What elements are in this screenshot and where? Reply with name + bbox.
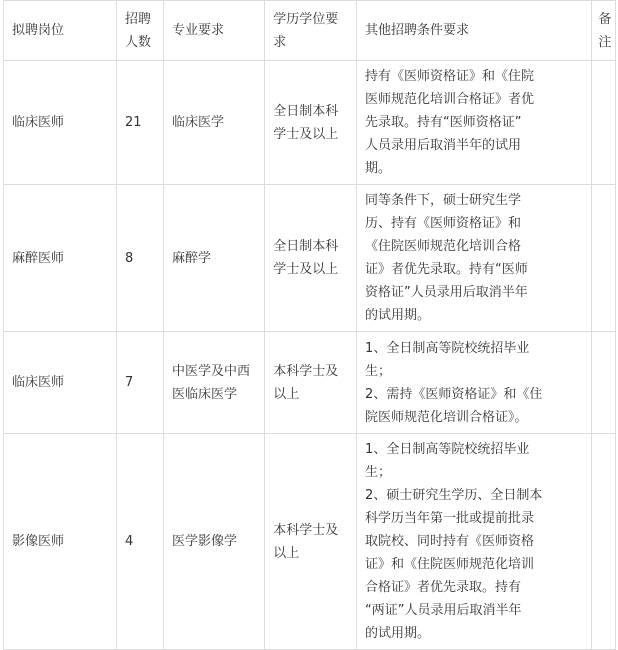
header-note: [592, 1, 616, 61]
other-line: 证》和《住院医师规范化培训: [365, 557, 535, 572]
header-note-line1: 备: [598, 11, 612, 27]
other-line: 1、全日制高等院校统招毕业: [365, 340, 530, 356]
table-row: [4, 434, 616, 650]
other-line: 科学历当年第一批或提前批录: [365, 511, 535, 526]
header-count: [116, 1, 163, 61]
header-other: 其他招聘条件要求: [357, 1, 592, 61]
edu-line: 学士及以上: [273, 126, 339, 142]
cell-major: 医学影像学: [164, 434, 265, 650]
major-line: 医临床医学: [172, 386, 238, 402]
cell-note: [592, 61, 616, 185]
cell-post: 临床医师: [4, 332, 117, 434]
edu-line: 本科学士及: [273, 522, 339, 538]
cell-other: [357, 61, 592, 185]
header-major: 专业要求: [164, 1, 265, 61]
other-line: 院医师规范化培训合格证》。: [365, 409, 528, 425]
cell-count: 4: [116, 434, 163, 650]
header-note-line2: 注: [598, 34, 612, 50]
header-education: [265, 1, 357, 61]
cell-other: [357, 332, 592, 434]
edu-line: 学士及以上: [273, 262, 339, 277]
cell-other: [357, 185, 592, 332]
header-edu-line2: 求: [273, 34, 287, 50]
other-line: 历、持有《医师资格证》和: [365, 216, 522, 231]
table-row: [4, 332, 616, 434]
cell-major: 临床医学: [164, 61, 265, 185]
cell-count: 21: [116, 61, 163, 185]
other-line: 生；: [365, 465, 392, 480]
table-row: [4, 61, 616, 185]
other-line: 《住院医师规范化培训合格: [365, 239, 522, 254]
other-line: 的试用期。: [365, 308, 431, 323]
other-line: 合格证》者优先录取。持有: [365, 580, 522, 595]
other-line: 2、需持《医师资格证》和《住: [365, 386, 543, 402]
edu-line: 全日制本科: [273, 103, 339, 119]
cell-major: 麻醉学: [164, 185, 265, 332]
edu-line: 以上: [273, 386, 300, 402]
cell-education: [265, 185, 357, 332]
header-edu-line1: 学历学位要: [273, 11, 339, 27]
cell-education: [265, 332, 357, 434]
other-line: 资格证”人员录用后取消半年: [365, 285, 528, 300]
other-line: 的试用期。: [365, 626, 431, 641]
cell-major: [164, 332, 265, 434]
cell-note: [592, 434, 616, 650]
edu-line: 以上: [273, 545, 300, 561]
cell-note: [592, 332, 616, 434]
other-line: 医师规范化培训合格证》者优: [365, 92, 535, 107]
major-line: 中医学及中西: [172, 363, 251, 379]
cell-other: [357, 434, 592, 650]
cell-education: [265, 434, 357, 650]
other-line: 先录取。持有“医师资格证”: [365, 115, 522, 130]
edu-line: 本科学士及: [273, 363, 339, 379]
header-count-line1: 招聘: [124, 11, 151, 27]
edu-line: 全日制本科: [273, 239, 339, 254]
cell-post: 麻醉医师: [4, 185, 117, 332]
other-line: 1、全日制高等院校统招毕业: [365, 442, 530, 457]
other-line: 人员录用后取消半年的试用: [365, 138, 522, 153]
header-count-line2: 人数: [124, 34, 151, 50]
cell-education: [265, 61, 357, 185]
other-line: “两证”人员录用后取消半年: [365, 603, 522, 618]
table-row: [4, 185, 616, 332]
cell-note: [592, 185, 616, 332]
other-line: 证》者优先录取。持有“医师: [365, 262, 528, 277]
cell-post: 影像医师: [4, 434, 117, 650]
table-header-row: [4, 1, 616, 61]
other-line: 期。: [365, 161, 392, 176]
recruitment-table: [3, 0, 616, 650]
cell-post: 临床医师: [4, 61, 117, 185]
other-line: 2、硕士研究生学历、全日制本: [365, 488, 543, 503]
other-line: 取院校、同时持有《医师资格: [365, 534, 535, 549]
cell-count: 8: [116, 185, 163, 332]
other-line: 生；: [365, 363, 392, 379]
other-line: 同等条件下，硕士研究生学: [365, 193, 522, 208]
other-line: 持有《医师资格证》和《住院: [365, 69, 535, 84]
header-post: 拟聘岗位: [4, 1, 117, 61]
cell-count: 7: [116, 332, 163, 434]
